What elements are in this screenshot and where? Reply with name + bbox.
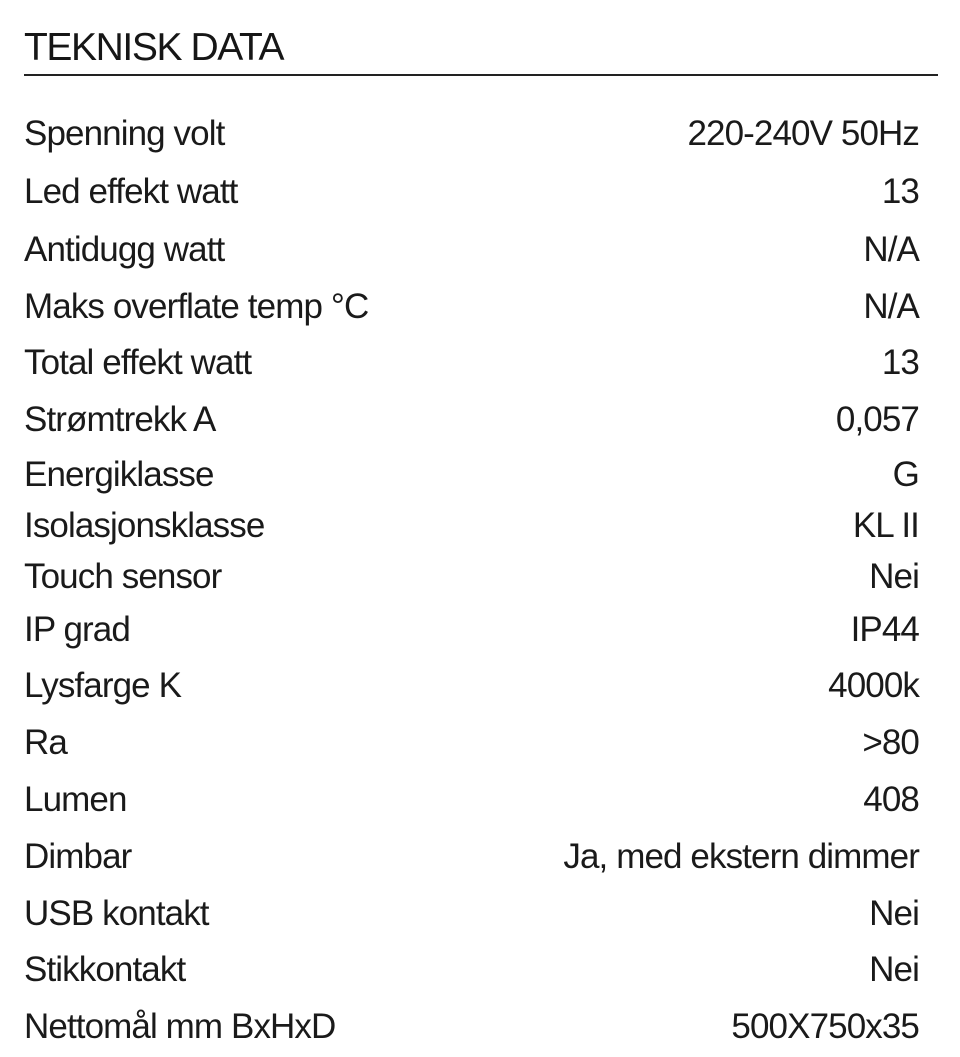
spec-value: 4000k — [828, 666, 919, 705]
section-title: TEKNISK DATA — [24, 26, 284, 69]
spec-label: Stikkontakt — [24, 950, 186, 989]
spec-label: Total effekt watt — [24, 343, 252, 382]
spec-row-stromtrekk — [24, 398, 919, 442]
spec-row-antidugg — [24, 228, 919, 272]
spec-row-usb-kontakt — [24, 892, 919, 936]
spec-value: Nei — [869, 894, 919, 933]
spec-row-nettomal — [24, 1005, 919, 1049]
spec-row-stikkontakt — [24, 948, 919, 992]
spec-row-lysfarge — [24, 664, 919, 708]
spec-row-led-effekt — [24, 170, 919, 214]
spec-row-touch-sensor — [24, 555, 919, 599]
spec-label: Strømtrekk A — [24, 400, 216, 439]
spec-label: Isolasjonsklasse — [24, 506, 265, 545]
spec-value: 13 — [881, 343, 919, 382]
spec-label: Ra — [24, 723, 67, 762]
spec-row-total-effekt — [24, 341, 919, 385]
spec-label: Maks overflate temp °C — [24, 287, 369, 326]
spec-label: Nettomål mm BxHxD — [24, 1007, 336, 1046]
spec-value: N/A — [863, 230, 919, 269]
spec-label: Led effekt watt — [24, 172, 238, 211]
spec-value: 0,057 — [835, 400, 919, 439]
spec-value: 500X750x35 — [731, 1007, 919, 1046]
spec-label: Energiklasse — [24, 455, 214, 494]
spec-label: Dimbar — [24, 837, 132, 876]
spec-label: Lumen — [24, 780, 127, 819]
spec-row-ip-grad — [24, 608, 919, 652]
spec-row-spenning — [24, 112, 919, 156]
spec-label: Lysfarge K — [24, 666, 182, 705]
spec-label: USB kontakt — [24, 894, 209, 933]
spec-row-energiklasse — [24, 453, 919, 497]
spec-label: IP grad — [24, 610, 130, 649]
spec-value: N/A — [863, 287, 919, 326]
spec-value: G — [892, 455, 919, 494]
spec-value: 408 — [863, 780, 919, 819]
spec-row-dimbar — [24, 835, 919, 879]
spec-value: Nei — [869, 950, 919, 989]
title-divider — [24, 74, 938, 76]
spec-value: 220-240V 50Hz — [687, 114, 919, 153]
spec-value: Nei — [869, 557, 919, 596]
spec-label: Antidugg watt — [24, 230, 225, 269]
spec-value: >80 — [862, 723, 919, 762]
spec-label: Touch sensor — [24, 557, 222, 596]
spec-label: Spenning volt — [24, 114, 225, 153]
spec-row-isolasjonsklasse — [24, 504, 919, 548]
spec-row-maks-temp — [24, 285, 919, 329]
spec-value: 13 — [881, 172, 919, 211]
spec-value: Ja, med ekstern dimmer — [563, 837, 919, 876]
spec-row-lumen — [24, 778, 919, 822]
spec-value: IP44 — [850, 610, 919, 649]
spec-value: KL II — [852, 506, 919, 545]
spec-row-ra — [24, 721, 919, 765]
